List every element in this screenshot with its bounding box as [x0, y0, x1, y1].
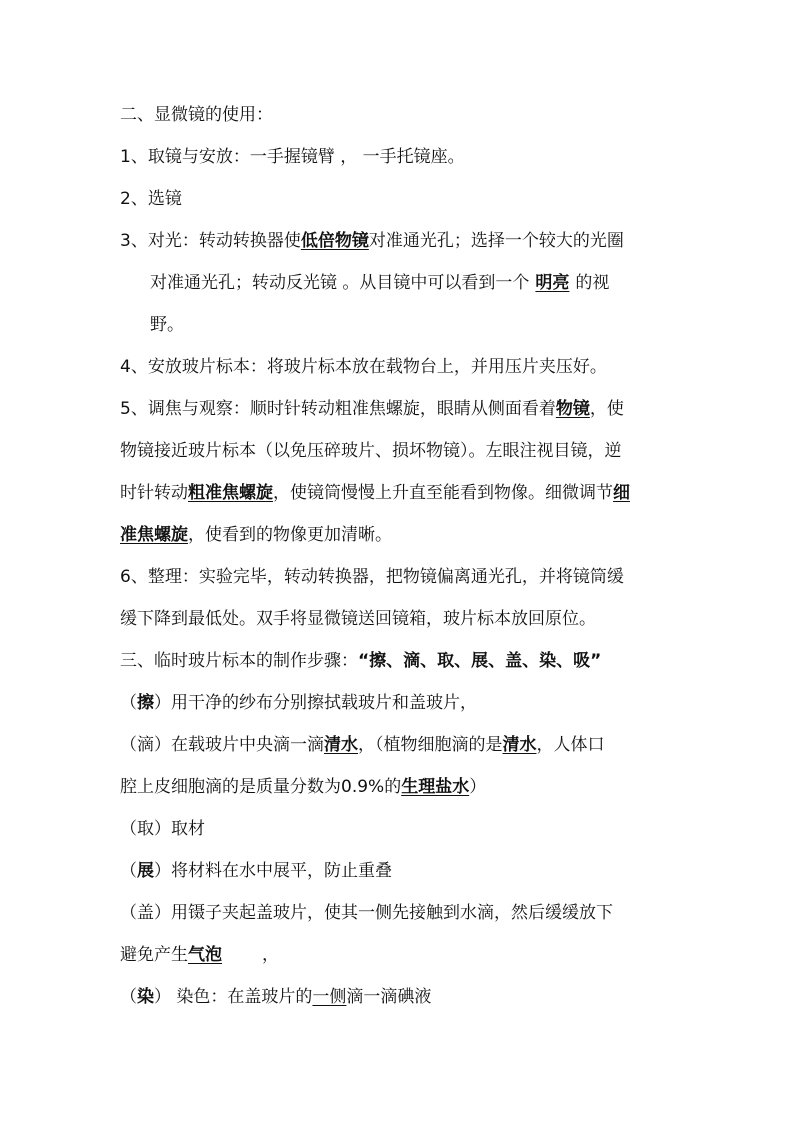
- answer-coarse-focus: 粗准焦螺旋: [188, 483, 273, 503]
- step-focus-observe-cont2: 时针转动粗准焦螺旋，使镜筒慢慢上升直至能看到物像。细微调节细: [120, 483, 630, 503]
- answer-fine-focus-part1: 细: [613, 483, 630, 503]
- prep-step-drop-cont: 腔上皮细胞滴的是质量分数为0.9%的生理盐水）: [120, 777, 487, 797]
- answer-one-side: 一侧: [312, 987, 347, 1007]
- section-heading-microscope-use: 二、显微镜的使用：: [120, 105, 273, 125]
- preparation-steps-keywords: “擦、滴、取、展、盖、染、吸”: [358, 651, 602, 671]
- step-place-slide: 4、安放玻片标本：将玻片标本放在载物台上，并用压片夹压好。: [120, 357, 607, 377]
- answer-clear-water-plant: 清水: [502, 735, 537, 755]
- answer-fine-focus-part2: 准焦螺旋: [120, 525, 188, 545]
- answer-clear-water: 清水: [324, 735, 358, 755]
- answer-bright: 明亮: [535, 273, 570, 293]
- step-select-lens: 2、选镜: [120, 189, 182, 209]
- step-light-alignment-cont: 对准通光孔；转动反光镜 。从目镜中可以看到一个 明亮 的视: [150, 273, 610, 293]
- answer-saline: 生理盐水: [401, 777, 470, 797]
- section-heading-slide-preparation: 三、临时玻片标本的制作步骤：“擦、滴、取、展、盖、染、吸”: [120, 651, 602, 671]
- step-tidy-up-cont: 缓下降到最低处。双手将显微镜送回镜箱，玻片标本放回原位。: [120, 609, 596, 629]
- prep-step-cover-cont: 避免产生气泡 ，: [120, 945, 279, 965]
- prep-step-drop: （滴）在载玻片中央滴一滴清水，（植物细胞滴的是清水，人体口: [120, 735, 605, 755]
- answer-bubble: 气泡: [188, 945, 222, 965]
- prep-step-stain: （染） 染色：在盖玻片的一侧滴一滴碘液: [120, 987, 432, 1007]
- answer-objective: 物镜: [555, 399, 590, 419]
- prep-step-take-material: （取）取材: [120, 819, 205, 839]
- step-focus-observe-cont1: 物镜接近玻片标本（以免压碎玻片、损坏物镜）。左眼注视目镜，逆: [120, 441, 622, 461]
- prep-step-wipe: （擦）用干净的纱布分别擦拭载玻片和盖玻片，: [120, 693, 477, 713]
- prep-step-spread: （展）将材料在水中展平，防止重叠: [120, 861, 392, 881]
- step-take-microscope: 1、取镜与安放：一手握镜臂 ， 一手托镜座。: [120, 147, 465, 167]
- step-light-alignment: 3、对光：转动转换器使低倍物镜对准通光孔；选择一个较大的光圈: [120, 231, 624, 251]
- step-focus-observe: 5、调焦与观察：顺时针转动粗准焦螺旋，眼睛从侧面看着物镜，使: [120, 399, 624, 419]
- answer-low-power-objective: 低倍物镜: [300, 231, 369, 251]
- prep-step-cover: （盖）用镊子夹起盖玻片，使其一侧先接触到水滴，然后缓缓放下: [120, 903, 613, 923]
- step-focus-observe-cont3: 准焦螺旋，使看到的物像更加清晰。: [120, 525, 392, 545]
- step-light-alignment-end: 野。: [150, 315, 184, 335]
- step-tidy-up: 6、整理：实验完毕，转动转换器，把物镜偏离通光孔，并将镜筒缓: [120, 567, 624, 587]
